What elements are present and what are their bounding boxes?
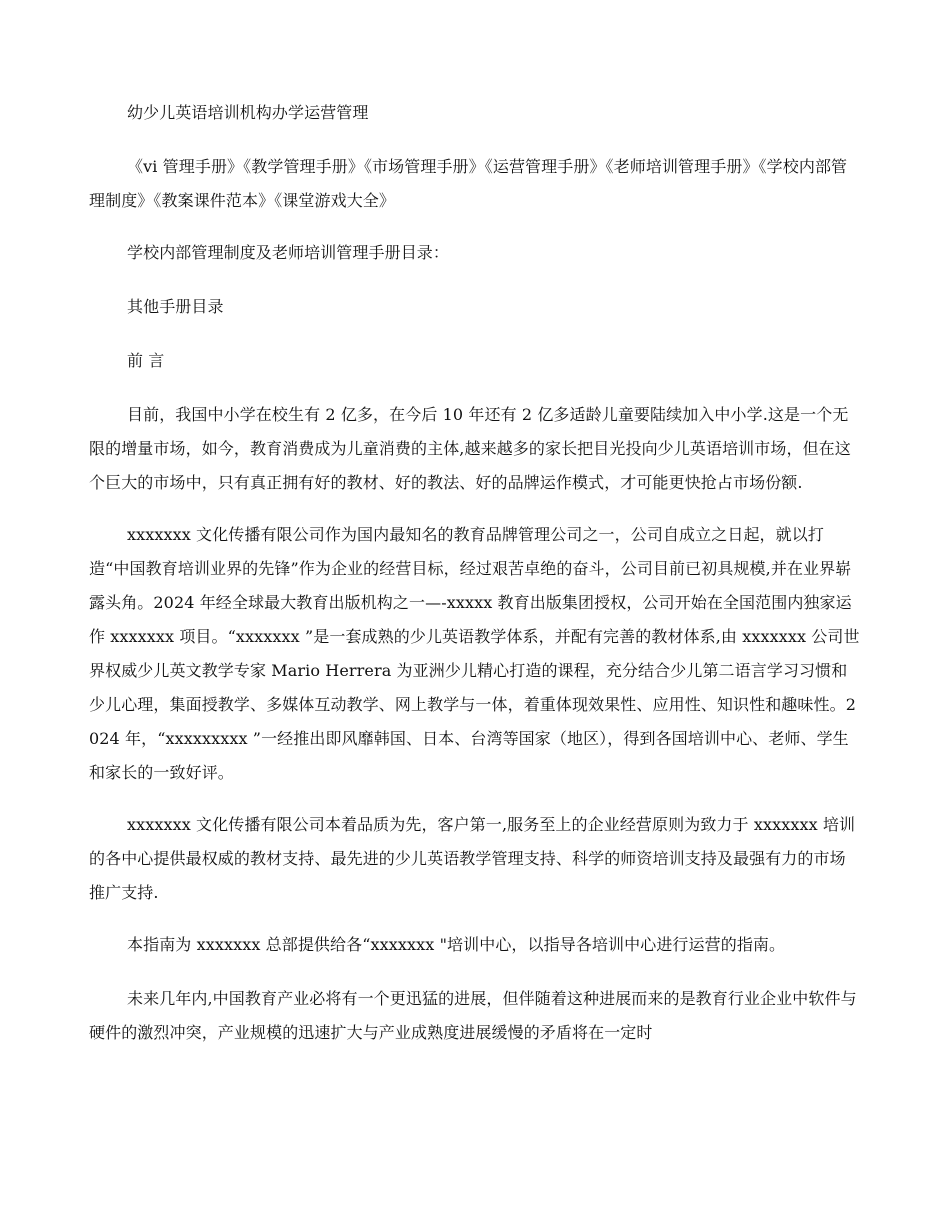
document-body: [89, 96, 861, 1068]
contents-heading: 学校内部管理制度及老师培训管理手册目录：: [127, 243, 450, 262]
paragraph-company-principle: xxxxxxx 文化传播有限公司本着品质为先，客户第一,服务至上的企业经营原则为致力于 xxxxxxx 培训的各中心提供最权威的教材支持、最先进的少儿英语教学管理支持、科学的师资培训支持及最强有力的市场推广支持.: [89, 815, 856, 902]
other-manuals-heading: 其他手册目录: [127, 297, 224, 316]
paragraph-market: 目前，我国中小学在校生有 2 亿多，在今后 10 年还有 2 亿多适龄儿童要陆续加入中小学.这是一个无限的增量市场，如今，教育消费成为儿童消费的主体,越来越多的家长把目光投向少儿英语培训市场，但在这个巨大的市场中，只有真正拥有好的教材、好的教法、好的品牌运作模式，才可能更快抢占市场份额.: [89, 405, 851, 492]
preface-heading: 前 言: [127, 351, 165, 370]
paragraph-company-intro: xxxxxxx 文化传播有限公司作为国内最知名的教育品牌管理公司之一，公司自成立之日起，就以打造“中国教育培训业界的先锋”作为企业的经营目标，经过艰苦卓绝的奋斗，公司目前已初具规模,并在业界崭露头角。2024 年经全球最大教育出版机构之一—-xxxxx 教育出版集团授权，公司开始在全国范围内独家运作 xxxxxxx 项目。“xxxxxxx ”是一套成熟的少儿英语教学体系，并配有完善的教材体系,由 xxxxxxx 公司世界权威少儿英文教学专家 Mario Herrera 为亚洲少儿精心打造的课程，充分结合少儿第二语言学习习惯和少儿心理，集面授教学、多媒体互动教学、网上教学与一体，着重体现效果性、应用性、知识性和趣味性。2024 年，“xxxxxxxxx ”一经推出即风靡韩国、日本、台湾等国家（地区），得到各国培训中心、老师、学生和家长的一致好评。: [89, 525, 860, 782]
document-title: 幼少儿英语培训机构办学运营管理: [127, 103, 369, 122]
paragraph-guide-purpose: 本指南为 xxxxxxx 总部提供给各“xxxxxxx "培训中心，以指导各培训中心进行运营的指南。: [127, 935, 786, 954]
paragraph-future: 未来几年内,中国教育产业必将有一个更迅猛的进展，但伴随着这种进展而来的是教育行业企业中软件与硬件的激烈冲突，产业规模的迅速扩大与产业成熟度进展缓慢的矛盾将在一定时: [89, 989, 857, 1042]
manual-list: 《vi 管理手册》《教学管理手册》《市场管理手册》《运营管理手册》《老师培训管理手册》《学校内部管理制度》《教案课件范本》《课堂游戏大全》: [89, 157, 848, 210]
